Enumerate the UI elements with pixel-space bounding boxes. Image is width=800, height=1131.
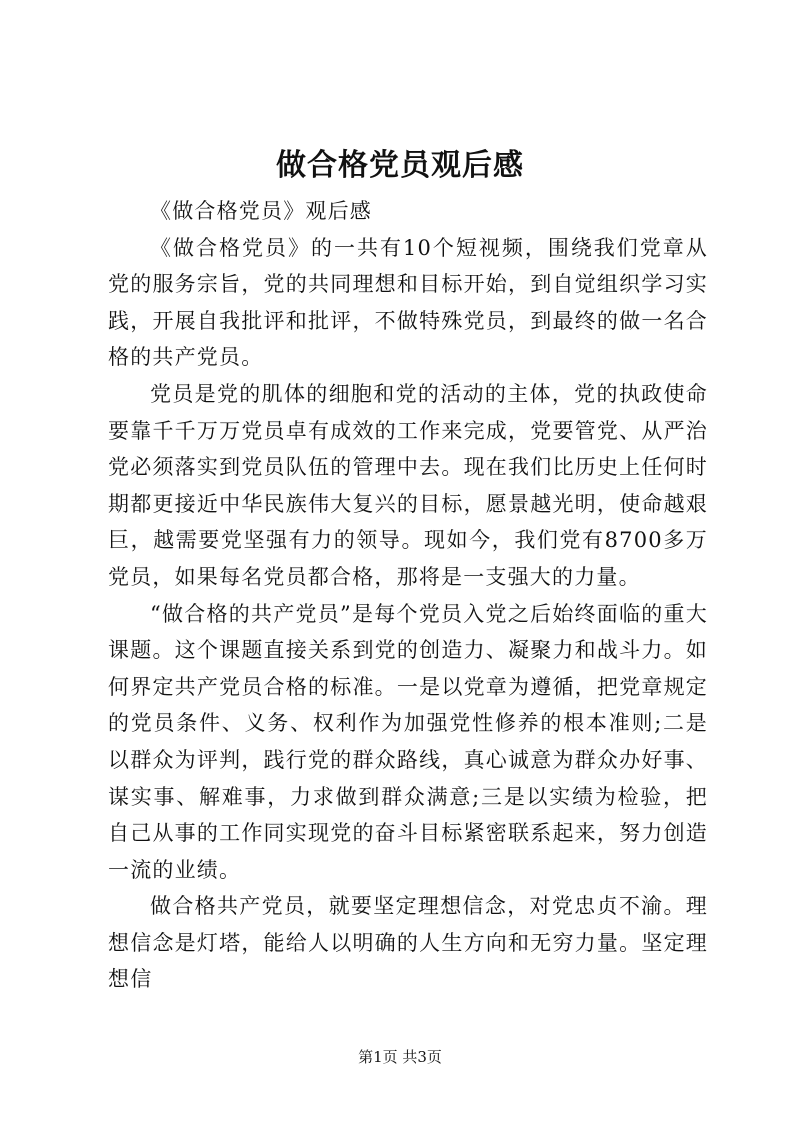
paragraph-subtitle: 《做合格党员》观后感	[150, 199, 372, 223]
document-body	[108, 193, 708, 998]
paragraph-2: 党员是党的肌体的细胞和党的活动的主体，党的执政使命要靠千千万万党员卓有成效的工作来完成，党要管党、从严治党必须落实到党员队伍的管理中去。现在我们比历史上任何时期都更接近中华民族伟大复兴的目标，愿景越光明，使命越艰巨，越需要党坚强有力的领导。现如今，我们党有8700多万党员，如果每名党员都合格，那将是一支强大的力量。	[108, 381, 708, 589]
page-number-footer: 第1页 共3页	[358, 1048, 442, 1066]
document-title: 做合格党员观后感	[276, 148, 524, 183]
paragraph-4: 做合格共产党员，就要坚定理想信念，对党忠贞不渝。理想信念是灯塔，能给人以明确的人生方向和无穷力量。坚定理想信	[108, 894, 708, 992]
paragraph-1: 《做合格党员》的一共有10个短视频，围绕我们党章从党的服务宗旨，党的共同理想和目标开始，到自觉组织学习实践，开展自我批评和批评，不做特殊党员，到最终的做一名合格的共产党员。	[108, 235, 708, 370]
paragraph-3: “做合格的共产党员”是每个党员入党之后始终面临的重大课题。这个课题直接关系到党的创造力、凝聚力和战斗力。如何界定共产党员合格的标准。一是以党章为遵循，把党章规定的党员条件、义务、权利作为加强党性修养的根本准则;二是以群众为评判，践行党的群众路线，真心诚意为群众办好事、谋实事、解难事，力求做到群众满意;三是以实绩为检验，把自己从事的工作同实现党的奋斗目标紧密联系起来，努力创造一流的业绩。	[108, 601, 708, 882]
